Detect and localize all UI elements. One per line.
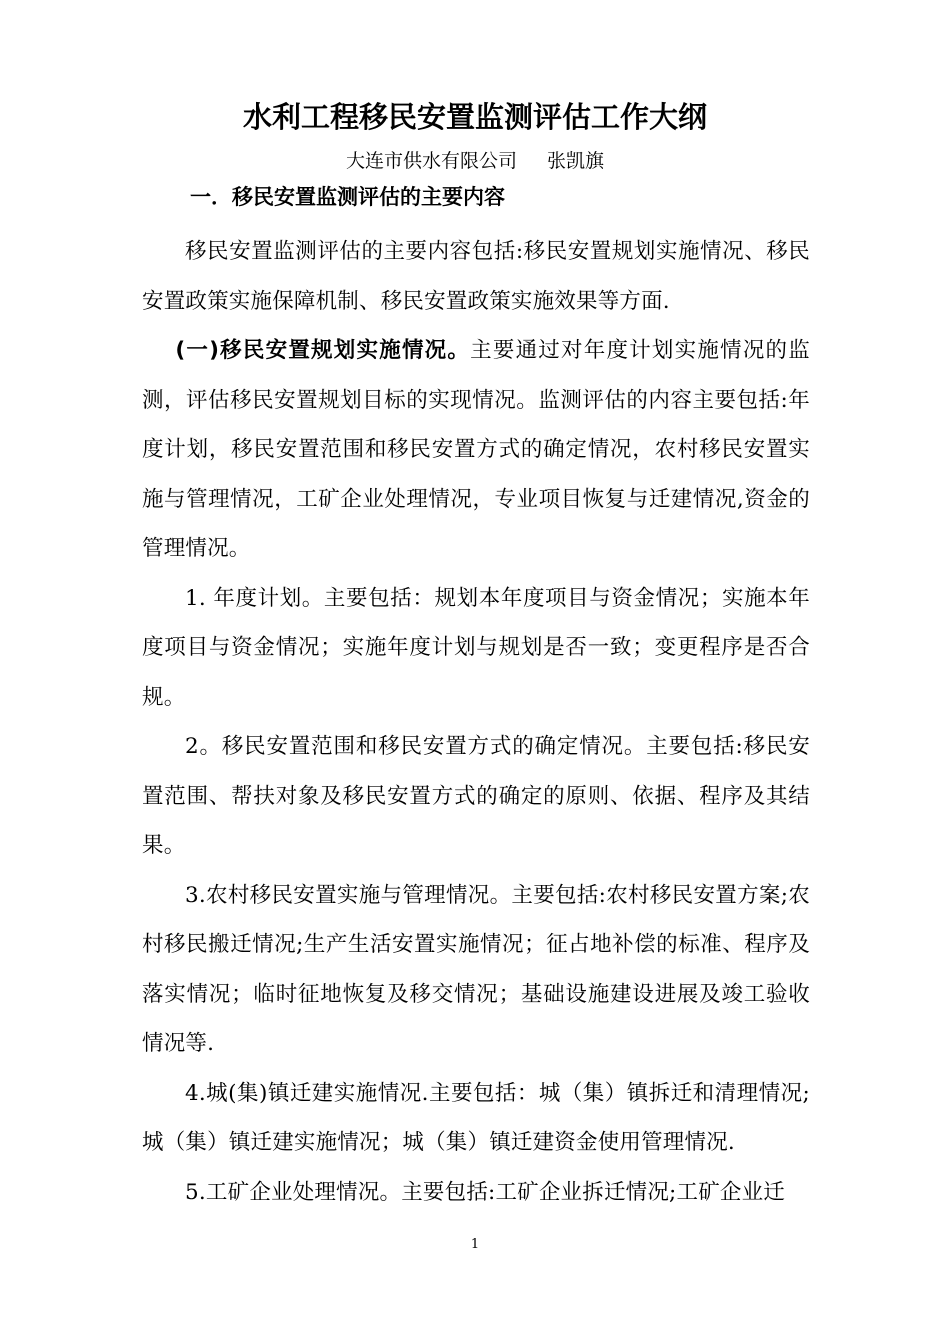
paragraph-text: 5.工矿企业处理情况。主要包括:工矿企业拆迁情况;工矿企业迁: [185, 1179, 786, 1205]
section-heading: 一．移民安置监测评估的主要内容: [190, 185, 505, 209]
document-body: [142, 227, 810, 1217]
paragraph-item-5: [142, 1168, 810, 1218]
paragraph-item-1: [142, 574, 810, 723]
author-organization: 大连市供水有限公司: [345, 150, 517, 172]
subsection-heading: (一)移民安置规划实施情况。: [175, 338, 471, 363]
author-byline: [0, 148, 950, 174]
paragraph-item-2: [142, 722, 810, 871]
paragraph-intro: [142, 227, 810, 326]
paragraph-text: 3.农村移民安置实施与管理情况。主要包括:农村移民安置方案;农村移民搬迁情况;生产生活安置实施情况；征占地补偿的标准、程序及落实情况；临时征地恢复及移交情况；基础设施建设进展及竣工验收情况等.: [142, 882, 810, 1056]
paragraph-item-3: [142, 871, 810, 1069]
paragraph-text: 主要通过对年度计划实施情况的监测，评估移民安置规划目标的实现情况。监测评估的内容主要包括:年度计划，移民安置范围和移民安置方式的确定情况，农村移民安置实施与管理情况，工矿企业处理情况，专业项目恢复与迁建情况,资金的管理情况。: [142, 338, 810, 561]
author-name: 张凯旗: [547, 150, 605, 172]
paragraph-text: 1. 年度计划。主要包括：规划本年度项目与资金情况；实施本年度项目与资金情况；实施年度计划与规划是否一致；变更程序是否合规。: [142, 585, 810, 710]
paragraph-text: 移民安置监测评估的主要内容包括:移民安置规划实施情况、移民安置政策实施保障机制、移民安置政策实施效果等方面.: [142, 239, 810, 314]
paragraph-subsection-1: [142, 326, 810, 574]
document-title: 水利工程移民安置监测评估工作大纲: [242, 100, 707, 134]
paragraph-text: 4.城(集)镇迁建实施情况.主要包括：城（集）镇拆迁和清理情况;城（集）镇迁建实施情况；城（集）镇迁建资金使用管理情况.: [142, 1080, 810, 1155]
page-number: 1: [470, 1237, 480, 1252]
paragraph-item-4: [142, 1069, 810, 1168]
paragraph-text: 2。移民安置范围和移民安置方式的确定情况。主要包括:移民安置范围、帮扶对象及移民安置方式的确定的原则、依据、程序及其结果。: [142, 734, 810, 858]
